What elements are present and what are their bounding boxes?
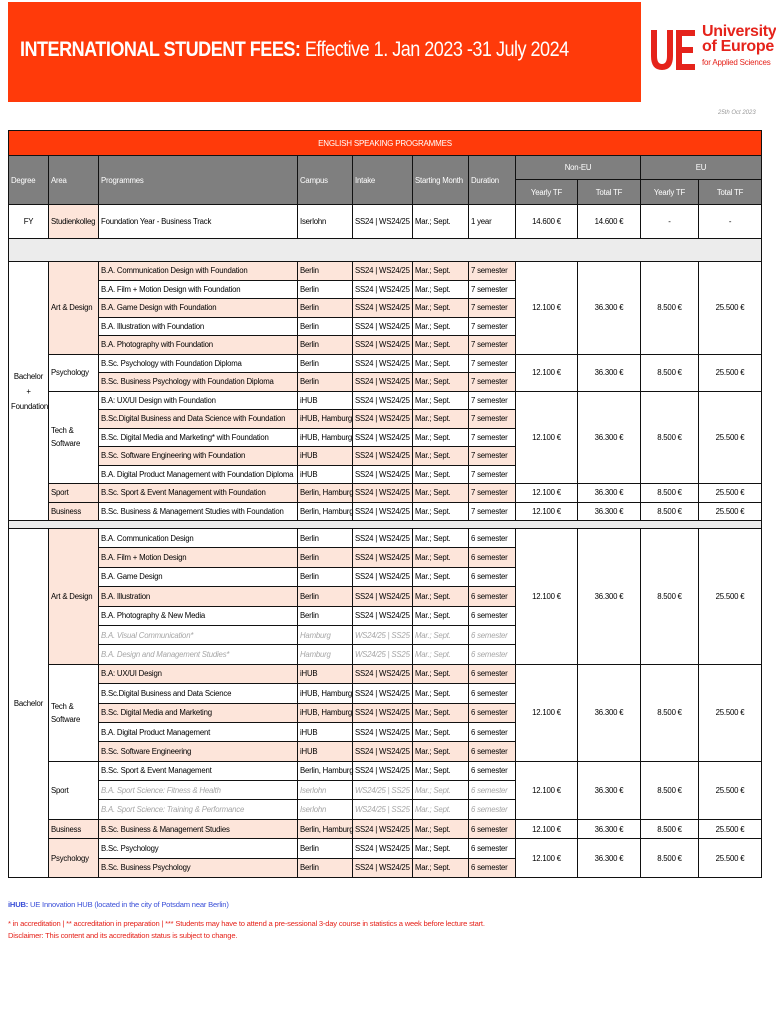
month-cell: Mar.; Sept. — [413, 502, 469, 521]
programme-cell: B.Sc. Business & Management Studies with Foundation — [99, 502, 298, 521]
intake-cell: SS24 | WS24/25 — [353, 722, 413, 741]
month-cell: Mar.; Sept. — [413, 567, 469, 586]
month-cell: Mar.; Sept. — [413, 858, 469, 877]
noneu-total-cell: 36.300 € — [578, 262, 641, 355]
eu-total-cell: 25.500 € — [699, 819, 762, 838]
programme-cell: B.A. Photography & New Media — [99, 606, 298, 625]
campus-cell: Berlin, Hamburg — [298, 819, 353, 838]
area-cell: Sport — [49, 761, 99, 819]
campus-cell: iHUB — [298, 391, 353, 410]
eu-yearly-cell: 8.500 € — [641, 391, 699, 484]
eu-yearly-cell: 8.500 € — [641, 664, 699, 761]
programme-cell: B.Sc. Software Engineering with Foundation — [99, 447, 298, 466]
month-cell: Mar.; Sept. — [413, 354, 469, 373]
duration-cell: 6 semester — [469, 839, 516, 858]
month-cell: Mar.; Sept. — [413, 722, 469, 741]
intake-cell: SS24 | WS24/25 — [353, 465, 413, 484]
eu-yearly-cell: 8.500 € — [641, 839, 699, 878]
document-date: 25th Oct 2023 — [718, 110, 756, 116]
programme-cell: B.A: UX/UI Design — [99, 664, 298, 683]
campus-cell: Berlin — [298, 354, 353, 373]
intake-cell: SS24 | WS24/25 — [353, 839, 413, 858]
col-starting-month: Starting Month — [413, 156, 469, 205]
month-cell: Mar.; Sept. — [413, 336, 469, 355]
noneu-total-cell: 36.300 € — [578, 354, 641, 391]
intake-cell: SS24 | WS24/25 — [353, 447, 413, 466]
intake-cell: SS24 | WS24/25 — [353, 664, 413, 683]
noneu-yearly-cell: 12.100 € — [516, 484, 578, 503]
programme-cell: B.A. Digital Product Management — [99, 722, 298, 741]
campus-cell: Iserlohn — [298, 800, 353, 819]
campus-cell: iHUB, Hamburg — [298, 410, 353, 429]
footnote-accreditation: * in accreditation | ** accreditation in preparation | *** Students may have to attend a pre-sessional 3-day course in statistics a week before lecture start. — [8, 919, 485, 928]
campus-cell: Berlin — [298, 839, 353, 858]
campus-cell: Berlin — [298, 858, 353, 877]
area-cell: Tech & Software — [49, 391, 99, 484]
month-cell: Mar.; Sept. — [413, 664, 469, 683]
campus-cell: iHUB, Hamburg — [298, 703, 353, 722]
header-banner — [8, 2, 641, 102]
intake-cell: SS24 | WS24/25 — [353, 336, 413, 355]
month-cell: Mar.; Sept. — [413, 410, 469, 429]
intake-cell: WS24/25 | SS25 — [353, 645, 413, 664]
col-programmes: Programmes — [99, 156, 298, 205]
noneu-yearly-cell: 12.100 € — [516, 502, 578, 521]
programme-cell: B.Sc. Psychology with Foundation Diploma — [99, 354, 298, 373]
page-title: INTERNATIONAL STUDENT FEES: Effective 1. Jan 2023 -31 July 2024 — [20, 38, 569, 61]
intake-cell: SS24 | WS24/25 — [353, 684, 413, 703]
eu-total-cell: - — [699, 205, 762, 239]
eu-total-cell: 25.500 € — [699, 839, 762, 878]
campus-cell: Berlin, Hamburg — [298, 484, 353, 503]
duration-cell: 7 semester — [469, 317, 516, 336]
degree-cell: Bachelor + Foundation — [9, 262, 49, 521]
programme-cell: B.Sc. Business Psychology with Foundation Diploma — [99, 373, 298, 392]
col-eu-total: Total TF — [699, 180, 762, 205]
month-cell: Mar.; Sept. — [413, 205, 469, 239]
intake-cell: SS24 | WS24/25 — [353, 484, 413, 503]
eu-total-cell: 25.500 € — [699, 391, 762, 484]
noneu-total-cell: 36.300 € — [578, 839, 641, 878]
intake-cell: SS24 | WS24/25 — [353, 703, 413, 722]
bachelor-section — [9, 529, 762, 878]
month-cell: Mar.; Sept. — [413, 428, 469, 447]
campus-cell: Berlin — [298, 262, 353, 281]
programme-cell: B.Sc. Digital Media and Marketing* with Foundation — [99, 428, 298, 447]
intake-cell: SS24 | WS24/25 — [353, 548, 413, 567]
duration-cell: 7 semester — [469, 410, 516, 429]
eu-yearly-cell: 8.500 € — [641, 529, 699, 665]
duration-cell: 6 semester — [469, 722, 516, 741]
intake-cell: WS24/25 | SS25 — [353, 800, 413, 819]
intake-cell: SS24 | WS24/25 — [353, 858, 413, 877]
area-cell: Tech & Software — [49, 664, 99, 761]
table-row-foundation-year — [9, 205, 762, 239]
duration-cell: 7 semester — [469, 354, 516, 373]
duration-cell: 6 semester — [469, 529, 516, 548]
programme-cell: B.A. Illustration — [99, 587, 298, 606]
campus-cell: Hamburg — [298, 625, 353, 644]
campus-cell: iHUB, Hamburg — [298, 684, 353, 703]
ue-logo-icon — [648, 26, 698, 76]
campus-cell: iHUB — [298, 465, 353, 484]
table-row — [9, 262, 762, 281]
campus-cell: Berlin — [298, 317, 353, 336]
col-campus: Campus — [298, 156, 353, 205]
university-logo — [648, 20, 776, 84]
campus-cell: Berlin — [298, 567, 353, 586]
degree-cell: FY — [9, 205, 49, 239]
area-cell: Psychology — [49, 354, 99, 391]
duration-cell: 6 semester — [469, 645, 516, 664]
intake-cell: SS24 | WS24/25 — [353, 354, 413, 373]
noneu-total-cell: 36.300 € — [578, 819, 641, 838]
footnote-disclaimer: Disclaimer: This content and its accreditation status is subject to change. — [8, 931, 238, 940]
campus-cell: iHUB, Hamburg — [298, 428, 353, 447]
noneu-yearly-cell: 12.100 € — [516, 664, 578, 761]
col-area: Area — [49, 156, 99, 205]
month-cell: Mar.; Sept. — [413, 391, 469, 410]
col-intake: Intake — [353, 156, 413, 205]
area-cell: Business — [49, 502, 99, 521]
campus-cell: Berlin — [298, 280, 353, 299]
noneu-total-cell: 36.300 € — [578, 761, 641, 819]
noneu-total-cell: 36.300 € — [578, 391, 641, 484]
eu-yearly-cell: 8.500 € — [641, 262, 699, 355]
duration-cell: 6 semester — [469, 742, 516, 761]
programme-cell: B.Sc. Software Engineering — [99, 742, 298, 761]
programme-cell: B.A. Film + Motion Design with Foundation — [99, 280, 298, 299]
programme-cell: B.Sc. Sport & Event Management with Foundation — [99, 484, 298, 503]
noneu-yearly-cell: 14.600 € — [516, 205, 578, 239]
duration-cell: 7 semester — [469, 484, 516, 503]
campus-cell: Berlin — [298, 336, 353, 355]
intake-cell: SS24 | WS24/25 — [353, 317, 413, 336]
eu-total-cell: 25.500 € — [699, 354, 762, 391]
duration-cell: 6 semester — [469, 819, 516, 838]
noneu-yearly-cell: 12.100 € — [516, 391, 578, 484]
month-cell: Mar.; Sept. — [413, 299, 469, 318]
area-cell: Art & Design — [49, 529, 99, 665]
intake-cell: SS24 | WS24/25 — [353, 262, 413, 281]
col-duration: Duration — [469, 156, 516, 205]
area-cell: Business — [49, 819, 99, 838]
month-cell: Mar.; Sept. — [413, 742, 469, 761]
noneu-total-cell: 14.600 € — [578, 205, 641, 239]
campus-cell: iHUB — [298, 447, 353, 466]
duration-cell: 6 semester — [469, 664, 516, 683]
month-cell: Mar.; Sept. — [413, 819, 469, 838]
programme-cell: Foundation Year - Business Track — [99, 205, 298, 239]
intake-cell: SS24 | WS24/25 — [353, 587, 413, 606]
programme-cell: B.Sc.Digital Business and Data Science — [99, 684, 298, 703]
section-spacer — [9, 239, 762, 262]
month-cell: Mar.; Sept. — [413, 484, 469, 503]
duration-cell: 6 semester — [469, 800, 516, 819]
noneu-total-cell: 36.300 € — [578, 484, 641, 503]
programme-cell: B.A. Film + Motion Design — [99, 548, 298, 567]
noneu-yearly-cell: 12.100 € — [516, 354, 578, 391]
programme-cell: B.A: UX/UI Design with Foundation — [99, 391, 298, 410]
eu-total-cell: 25.500 € — [699, 529, 762, 665]
intake-cell: SS24 | WS24/25 — [353, 529, 413, 548]
noneu-yearly-cell: 12.100 € — [516, 529, 578, 665]
intake-cell: SS24 | WS24/25 — [353, 819, 413, 838]
programme-cell: B.A. Sport Science: Fitness & Health — [99, 781, 298, 800]
programme-cell: B.A. Game Design with Foundation — [99, 299, 298, 318]
eu-yearly-cell: 8.500 € — [641, 354, 699, 391]
programme-cell: B.Sc. Psychology — [99, 839, 298, 858]
eu-total-cell: 25.500 € — [699, 664, 762, 761]
duration-cell: 7 semester — [469, 336, 516, 355]
month-cell: Mar.; Sept. — [413, 800, 469, 819]
month-cell: Mar.; Sept. — [413, 280, 469, 299]
programme-cell: B.A. Communication Design — [99, 529, 298, 548]
duration-cell: 7 semester — [469, 262, 516, 281]
duration-cell: 7 semester — [469, 447, 516, 466]
eu-yearly-cell: 8.500 € — [641, 484, 699, 503]
duration-cell: 6 semester — [469, 781, 516, 800]
intake-cell: SS24 | WS24/25 — [353, 502, 413, 521]
month-cell: Mar.; Sept. — [413, 317, 469, 336]
duration-cell: 7 semester — [469, 391, 516, 410]
col-noneu-yearly: Yearly TF — [516, 180, 578, 205]
duration-cell: 6 semester — [469, 625, 516, 644]
table-row — [9, 391, 762, 410]
duration-cell: 6 semester — [469, 703, 516, 722]
month-cell: Mar.; Sept. — [413, 465, 469, 484]
intake-cell: SS24 | WS24/25 — [353, 410, 413, 429]
eu-total-cell: 25.500 € — [699, 484, 762, 503]
intake-cell: SS24 | WS24/25 — [353, 742, 413, 761]
eu-yearly-cell: 8.500 € — [641, 819, 699, 838]
month-cell: Mar.; Sept. — [413, 761, 469, 780]
campus-cell: Hamburg — [298, 645, 353, 664]
duration-cell: 1 year — [469, 205, 516, 239]
eu-total-cell: 25.500 € — [699, 761, 762, 819]
area-cell: Sport — [49, 484, 99, 503]
duration-cell: 6 semester — [469, 858, 516, 877]
intake-cell: SS24 | WS24/25 — [353, 299, 413, 318]
noneu-yearly-cell: 12.100 € — [516, 819, 578, 838]
month-cell: Mar.; Sept. — [413, 703, 469, 722]
duration-cell: 6 semester — [469, 548, 516, 567]
month-cell: Mar.; Sept. — [413, 548, 469, 567]
campus-cell: Berlin, Hamburg — [298, 502, 353, 521]
noneu-yearly-cell: 12.100 € — [516, 761, 578, 819]
intake-cell: SS24 | WS24/25 — [353, 761, 413, 780]
programme-cell: B.Sc. Digital Media and Marketing — [99, 703, 298, 722]
duration-cell: 7 semester — [469, 280, 516, 299]
programme-cell: B.A. Design and Management Studies* — [99, 645, 298, 664]
col-degree: Degree — [9, 156, 49, 205]
campus-cell: Berlin — [298, 606, 353, 625]
intake-cell: SS24 | WS24/25 — [353, 606, 413, 625]
table-row — [9, 819, 762, 838]
programme-cell: B.A. Illustration with Foundation — [99, 317, 298, 336]
intake-cell: WS24/25 | SS25 — [353, 625, 413, 644]
month-cell: Mar.; Sept. — [413, 781, 469, 800]
col-noneu-total: Total TF — [578, 180, 641, 205]
campus-cell: iHUB — [298, 664, 353, 683]
eu-yearly-cell: 8.500 € — [641, 502, 699, 521]
intake-cell: SS24 | WS24/25 — [353, 391, 413, 410]
campus-cell: Iserlohn — [298, 781, 353, 800]
table-row — [9, 761, 762, 780]
area-cell: Studienkolleg — [49, 205, 99, 239]
intake-cell: WS24/25 | SS25 — [353, 781, 413, 800]
table-title: ENGLISH SPEAKING PROGRAMMES — [9, 131, 762, 156]
footnotes — [8, 899, 485, 942]
programme-cell: B.Sc. Business & Management Studies — [99, 819, 298, 838]
eu-total-cell: 25.500 € — [699, 262, 762, 355]
programme-cell: B.A. Digital Product Management with Foundation Diploma — [99, 465, 298, 484]
intake-cell: SS24 | WS24/25 — [353, 567, 413, 586]
eu-total-cell: 25.500 € — [699, 502, 762, 521]
table-row — [9, 664, 762, 683]
bachelor-foundation-section — [9, 262, 762, 521]
noneu-total-cell: 36.300 € — [578, 502, 641, 521]
programme-cell: B.A. Communication Design with Foundation — [99, 262, 298, 281]
duration-cell: 6 semester — [469, 606, 516, 625]
campus-cell: iHUB — [298, 742, 353, 761]
intake-cell: SS24 | WS24/25 — [353, 428, 413, 447]
campus-cell: Berlin — [298, 373, 353, 392]
campus-cell: Berlin — [298, 548, 353, 567]
month-cell: Mar.; Sept. — [413, 587, 469, 606]
noneu-total-cell: 36.300 € — [578, 529, 641, 665]
noneu-yearly-cell: 12.100 € — [516, 262, 578, 355]
duration-cell: 6 semester — [469, 684, 516, 703]
area-cell: Psychology — [49, 839, 99, 878]
month-cell: Mar.; Sept. — [413, 262, 469, 281]
duration-cell: 7 semester — [469, 428, 516, 447]
noneu-total-cell: 36.300 € — [578, 664, 641, 761]
month-cell: Mar.; Sept. — [413, 645, 469, 664]
month-cell: Mar.; Sept. — [413, 447, 469, 466]
table-row — [9, 502, 762, 521]
duration-cell: 6 semester — [469, 587, 516, 606]
campus-cell: Berlin — [298, 587, 353, 606]
month-cell: Mar.; Sept. — [413, 625, 469, 644]
col-eu: EU — [641, 156, 762, 180]
col-non-eu: Non-EU — [516, 156, 641, 180]
month-cell: Mar.; Sept. — [413, 839, 469, 858]
degree-cell: Bachelor — [9, 529, 49, 878]
eu-yearly-cell: - — [641, 205, 699, 239]
logo-wordmark: University of Europe for Applied Sciences — [702, 23, 776, 67]
noneu-yearly-cell: 12.100 € — [516, 839, 578, 878]
campus-cell: Iserlohn — [298, 205, 353, 239]
programme-cell: B.Sc.Digital Business and Data Science with Foundation — [99, 410, 298, 429]
programme-cell: B.A. Game Design — [99, 567, 298, 586]
fees-table — [8, 130, 762, 878]
programme-cell: B.Sc. Business Psychology — [99, 858, 298, 877]
duration-cell: 7 semester — [469, 373, 516, 392]
month-cell: Mar.; Sept. — [413, 529, 469, 548]
intake-cell: SS24 | WS24/25 — [353, 280, 413, 299]
campus-cell: iHUB — [298, 722, 353, 741]
eu-yearly-cell: 8.500 € — [641, 761, 699, 819]
table-row — [9, 529, 762, 548]
campus-cell: Berlin — [298, 529, 353, 548]
programme-cell: B.A. Photography with Foundation — [99, 336, 298, 355]
programme-cell: B.A. Visual Communication* — [99, 625, 298, 644]
duration-cell: 6 semester — [469, 761, 516, 780]
programme-cell: B.Sc. Sport & Event Management — [99, 761, 298, 780]
section-spacer — [9, 521, 762, 529]
duration-cell: 7 semester — [469, 465, 516, 484]
programme-cell: B.A. Sport Science: Training & Performance — [99, 800, 298, 819]
duration-cell: 7 semester — [469, 299, 516, 318]
campus-cell: Berlin — [298, 299, 353, 318]
table-row — [9, 484, 762, 503]
month-cell: Mar.; Sept. — [413, 373, 469, 392]
col-eu-yearly: Yearly TF — [641, 180, 699, 205]
intake-cell: SS24 | WS24/25 — [353, 373, 413, 392]
intake-cell: SS24 | WS24/25 — [353, 205, 413, 239]
month-cell: Mar.; Sept. — [413, 606, 469, 625]
footnote-ihub: iHUB: UE Innovation HUB (located in the city of Potsdam near Berlin) — [8, 900, 229, 909]
table-row — [9, 839, 762, 858]
campus-cell: Berlin, Hamburg — [298, 761, 353, 780]
duration-cell: 7 semester — [469, 502, 516, 521]
area-cell: Art & Design — [49, 262, 99, 355]
duration-cell: 6 semester — [469, 567, 516, 586]
table-row — [9, 354, 762, 373]
month-cell: Mar.; Sept. — [413, 684, 469, 703]
